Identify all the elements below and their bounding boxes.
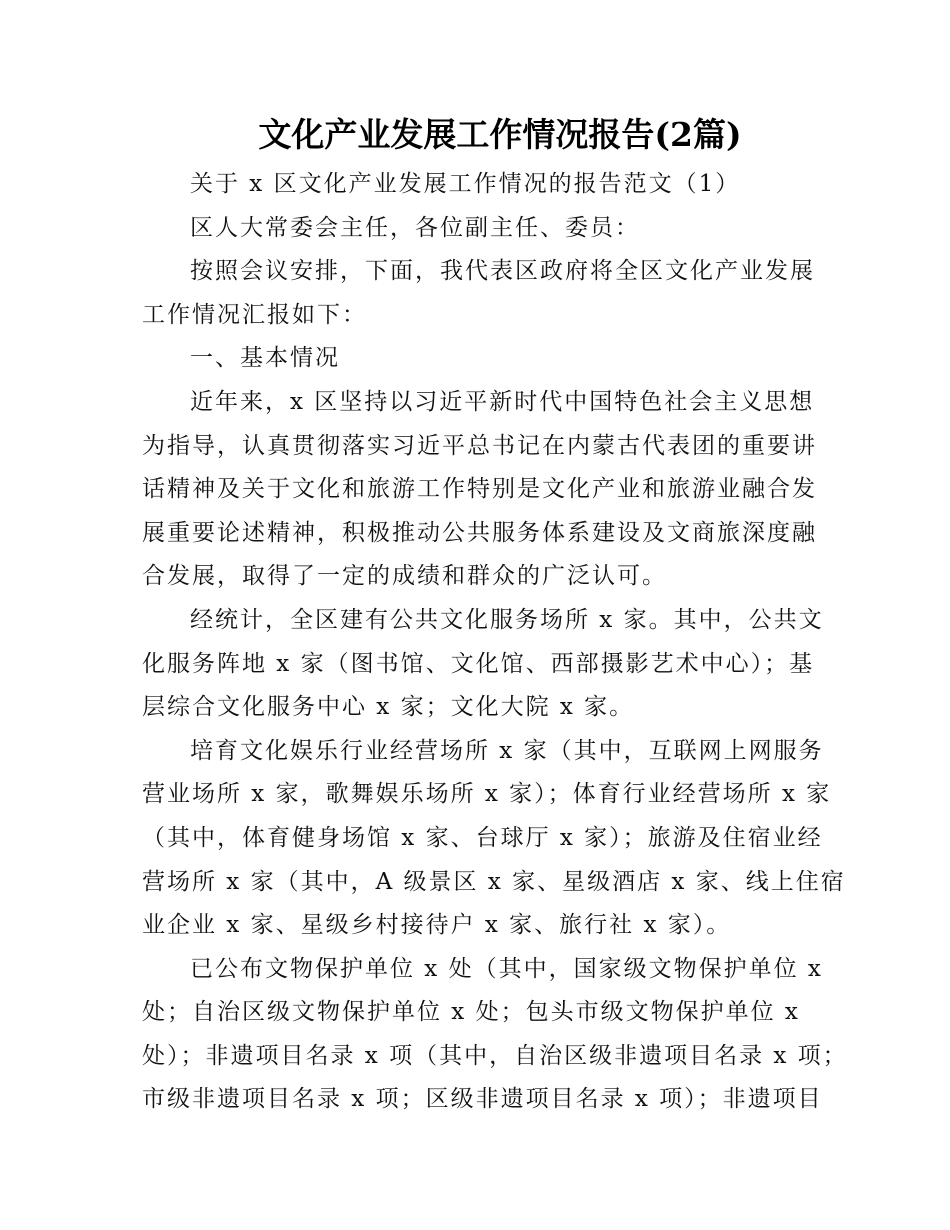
document-body — [142, 163, 848, 1122]
text-line: 为指导，认真贯彻落实习近平总书记在内蒙古代表团的重要讲 — [142, 432, 817, 459]
text-line: 培育文化娱乐行业经营场所 x 家（其中，互联网上网服务 — [190, 737, 824, 764]
text-line: 展重要论述精神，积极推动公共服务体系建设及文商旅深度融 — [142, 519, 817, 546]
text-line: 按照会议安排，下面，我代表区政府将全区文化产业发展 — [190, 258, 815, 285]
text-line: 工作情况汇报如下： — [142, 301, 367, 328]
text-line: 处；自治区级文物保护单位 x 处；包头市级文物保护单位 x — [142, 999, 800, 1026]
text-line: 合发展，取得了一定的成绩和群众的广泛认可。 — [142, 563, 667, 590]
document-title: 文化产业发展工作情况报告(2篇) — [258, 115, 742, 154]
text-line: 一、基本情况 — [190, 345, 340, 372]
text-line: 业企业 x 家、星级乡村接待户 x 家、旅行社 x 家）。 — [142, 912, 732, 939]
text-line: 营场所 x 家（其中，A 级景区 x 家、星级酒店 x 家、线上住宿 — [142, 868, 846, 895]
text-line: 营业场所 x 家，歌舞娱乐场所 x 家）；体育行业经营场所 x 家 — [142, 781, 832, 808]
text-line: 处）；非遗项目名录 x 项（其中，自治区级非遗项目名录 x 项； — [142, 1042, 848, 1069]
text-line: 化服务阵地 x 家（图书馆、文化馆、西部摄影艺术中心）；基 — [142, 650, 815, 677]
text-line: 关于 x 区文化产业发展工作情况的报告范文（1） — [190, 171, 741, 197]
text-line: 近年来，x 区坚持以习近平新时代中国特色社会主义思想 — [190, 388, 815, 415]
text-line: 经统计，全区建有公共文化服务场所 x 家。其中，公共文 — [190, 606, 824, 633]
text-line: 已公布文物保护单位 x 处（其中，国家级文物保护单位 x — [190, 955, 823, 982]
text-line: 市级非遗项目名录 x 项；区级非遗项目名录 x 项）；非遗项目 — [142, 1086, 823, 1113]
text-line: 话精神及关于文化和旅游工作特别是文化产业和旅游业融合发 — [142, 476, 817, 503]
text-line: 区人大常委会主任，各位副主任、委员： — [190, 214, 640, 241]
text-line: 层综合文化服务中心 x 家；文化大院 x 家。 — [142, 694, 635, 721]
text-line: （其中，体育健身场馆 x 家、台球厅 x 家）；旅游及住宿业经 — [142, 824, 823, 851]
